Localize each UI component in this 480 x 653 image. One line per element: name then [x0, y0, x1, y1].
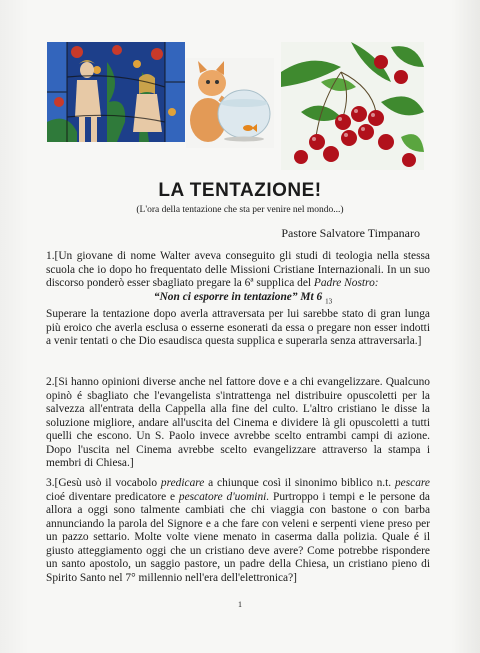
scripture-reference-verse: 13	[325, 296, 333, 305]
paragraph-1-text-a: 1.[Un giovane di nome Walter aveva conseguito gli studi di teologia nella stessa scuola che io dopo ho frequentato delle Missioni Cristiane Internazionali. In un suo discorso ponderò esser sbagliato pregare la 6ª supplica del	[46, 250, 430, 289]
stained-glass-adam-eve-image	[47, 42, 185, 142]
paragraph-3-emphasis-2: pescare	[394, 477, 430, 489]
paragraph-1	[46, 250, 430, 349]
scripture-reference: Mt 6	[297, 290, 323, 303]
paragraph-3-emphasis-3: pescatore d'uomini.	[178, 490, 270, 503]
scripture-quote-text: “Non ci esporre in tentazione”	[153, 290, 298, 303]
paragraph-3	[46, 477, 430, 585]
scripture-quote	[46, 291, 430, 309]
page-title: LA TENTAZIONE!	[158, 180, 322, 201]
paragraph-2-text: 2.[Si hanno opinioni diverse anche nel fattore dove e a chi evangelizzare. Qualcuno opinò é sbagliato che l'evangelista s'intrattenga nel distribuire opuscoletti per la salvezza all'entrata della Cappella alla fine del culto. L'altro cristiano le disse la soluzione migliore, andare all'uscita del Cinema e dividere là gli opuscoletti a tutti quelli che escono. Un S. Paolo invece avrebbe scelto entrambi campi di azione. Dopo l'uscita nel Cinema avrebbe scelto evangelizzare attraverso la stampa i membri di Chiesa.]	[46, 376, 430, 469]
paragraph-3-text-d: Purtroppo i tempi e le persone da allora a oggi sono talmente cambiati che chi viaggia con bastone o con barba annunciando la parola del Signore e a che fare con veleni e serpenti viene preso per un pazzo settario. Molte volte viene menato in caserma dalla polizia. Quale é il giusto atteggiamento oggi che un cristiano deve avere? Come potrebbe rispondere un santo apostolo, un saggio pastore, un padre della Chiesa, un cristiano pieno di Spirito Santo nel 7° millennio nell'era dell'elettronica?]	[46, 490, 430, 584]
paragraph-3-text-b: a chiunque così il sinonimo biblico n.t.	[204, 477, 395, 489]
author-line: Pastore Salvatore Timpanaro	[281, 226, 420, 240]
paragraph-3-text-a: 3.[Gesù usò il vocabolo	[46, 477, 161, 489]
cat-fishbowl-image	[186, 58, 274, 148]
paragraph-1-emphasis: Padre Nostro:	[313, 277, 379, 289]
cherries-image	[281, 42, 424, 170]
paragraph-3-emphasis-1: predicare	[160, 477, 205, 489]
page-number: 1	[238, 600, 242, 609]
paragraph-2	[46, 376, 430, 471]
page-subtitle: (L'ora della tentazione che sta per venire nel mondo...)	[136, 205, 344, 215]
paragraph-1-text-b: Superare la tentazione dopo averla attraversata per lui sarebbe stato di gran lunga più eroico che averla esclusa o esserne esonerati da essa o pregare non esser indotti a venir tentati o che Dio esaudisca questa supplica e superarla senza attraversarla.]	[46, 308, 430, 348]
paragraph-3-text-c: cioé diventare predicatore e	[46, 490, 179, 503]
